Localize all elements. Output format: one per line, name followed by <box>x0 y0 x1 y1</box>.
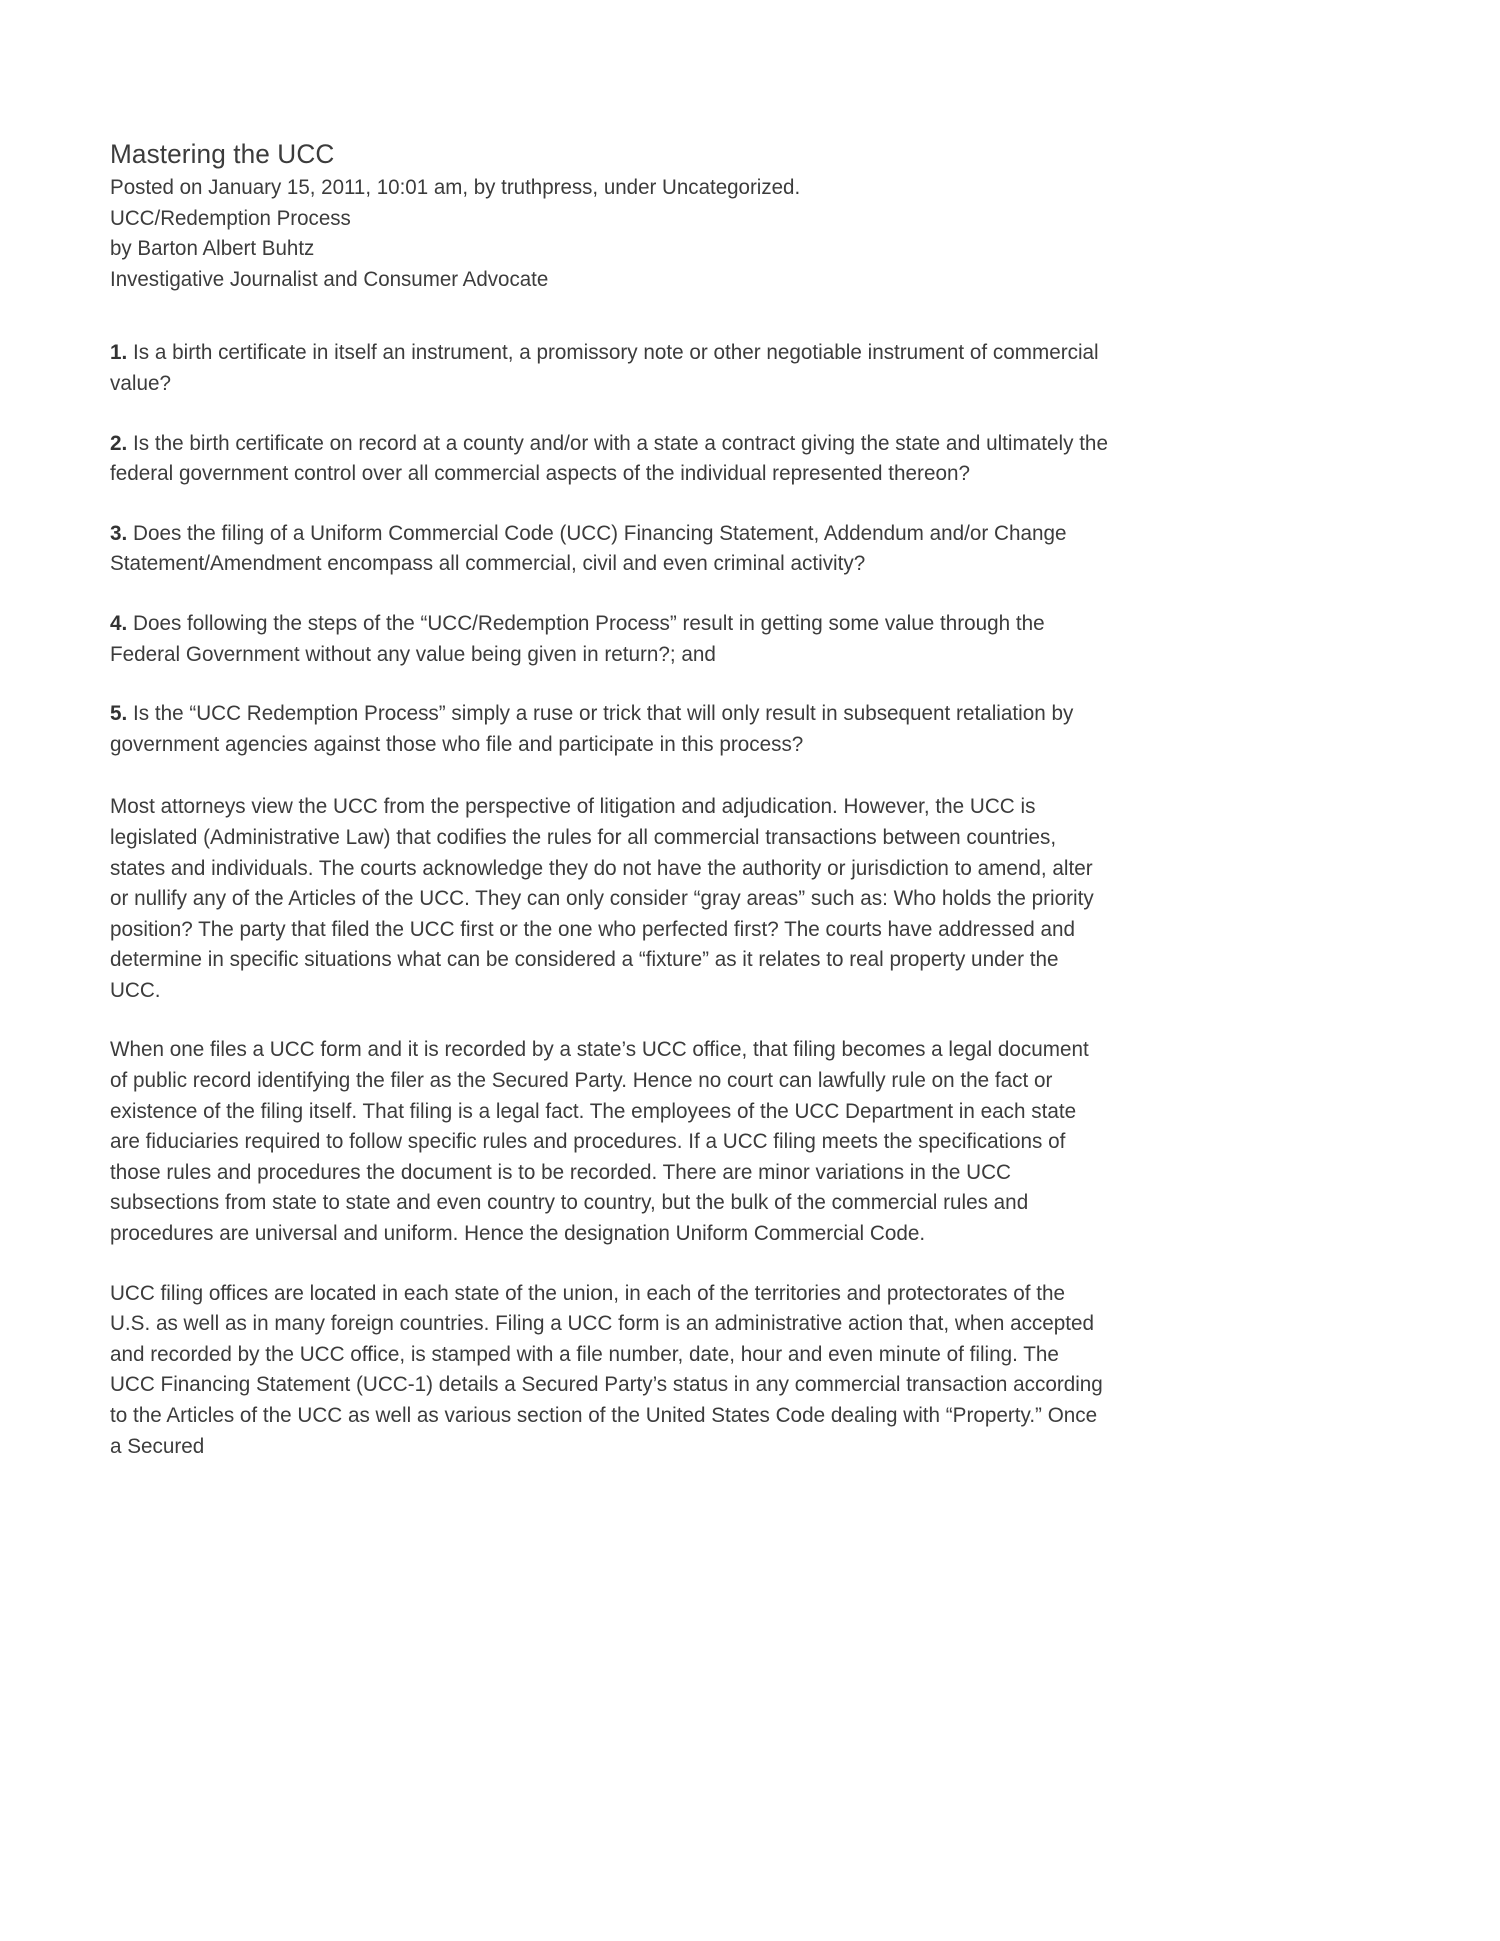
question-item <box>110 698 1109 759</box>
question-item <box>110 428 1109 489</box>
question-text: Does following the steps of the “UCC/Redemption Process” result in getting some value through the Federal Government without any value being given in return?; and <box>110 610 1045 666</box>
question-item <box>110 518 1109 579</box>
body-paragraph: UCC filing offices are located in each state of the union, in each of the territories and protectorates of the U.S. as well as in many foreign countries. Filing a UCC form is an administrative action that, when accepted and recorded by the UCC office, is stamped with a file number, date, hour and even minute of filing. The UCC Financing Statement (UCC-1) details a Secured Party’s status in any commercial transaction according to the Articles of the UCC as well as various section of the United States Code dealing with “Property.” Once a Secured <box>110 1280 1103 1458</box>
body-paragraph: Most attorneys view the UCC from the perspective of litigation and adjudication. However, the UCC is legislated (Administrative Law) that codifies the rules for all commercial transactions between countries, states and individuals. The courts acknowledge they do not have the authority or jurisdiction to amend, alter or nullify any of the Articles of the UCC. They can only consider “gray areas” such as: Who holds the priority position? The party that filed the UCC first or the one who perfected first? The courts have addressed and determine in specific situations what can be considered a “fixture” as it relates to real property under the UCC. <box>110 794 1094 1002</box>
question-number: 4. <box>110 610 128 635</box>
post-meta-subtitle: UCC/Redemption Process <box>110 205 351 230</box>
body-paragraph: When one files a UCC form and it is recorded by a state’s UCC office, that filing becomes a legal document of public record identifying the filer as the Secured Party. Hence no court can lawfully rule on the fact or existence of the filing itself. That filing is a legal fact. The employees of the UCC Department in each state are fiduciaries required to follow specific rules and procedures. If a UCC filing meets the specifications of those rules and procedures the document is to be recorded. There are minor variations in the UCC subsections from state to state and even country to country, but the bulk of the commercial rules and procedures are universal and uniform. Hence the designation Uniform Commercial Code. <box>110 1037 1089 1246</box>
question-text: Is the “UCC Redemption Process” simply a ruse or trick that will only result in subsequent retaliation by government agencies against those who file and participate in this process? <box>110 701 1074 756</box>
question-number: 5. <box>110 701 128 726</box>
document-body <box>110 138 1110 1483</box>
question-number: 2. <box>110 430 128 455</box>
question-text: Is the birth certificate on record at a county and/or with a state a contract giving the state and ultimately the federal government control over all commercial aspects of the individual represented thereon? <box>110 430 1108 486</box>
question-text: Is a birth certificate in itself an instrument, a promissory note or other negotiable instrument of commercial value? <box>110 340 1099 395</box>
question-item <box>110 337 1109 398</box>
post-meta-author: by Barton Albert Buhtz <box>110 236 315 261</box>
post-meta-posted: Posted on January 15, 2011, 10:01 am, by truthpress, under Uncategorized. <box>110 175 801 199</box>
page-title: Mastering the UCC <box>110 139 335 169</box>
question-item <box>110 608 1109 669</box>
question-number: 3. <box>110 520 128 545</box>
question-text: Does the filing of a Uniform Commercial Code (UCC) Financing Statement, Addendum and/or Change Statement/Amendment encompass all commercial, civil and even criminal activity? <box>110 520 1067 576</box>
post-meta-author-title: Investigative Journalist and Consumer Advocate <box>110 266 549 291</box>
question-number: 1. <box>110 340 128 365</box>
